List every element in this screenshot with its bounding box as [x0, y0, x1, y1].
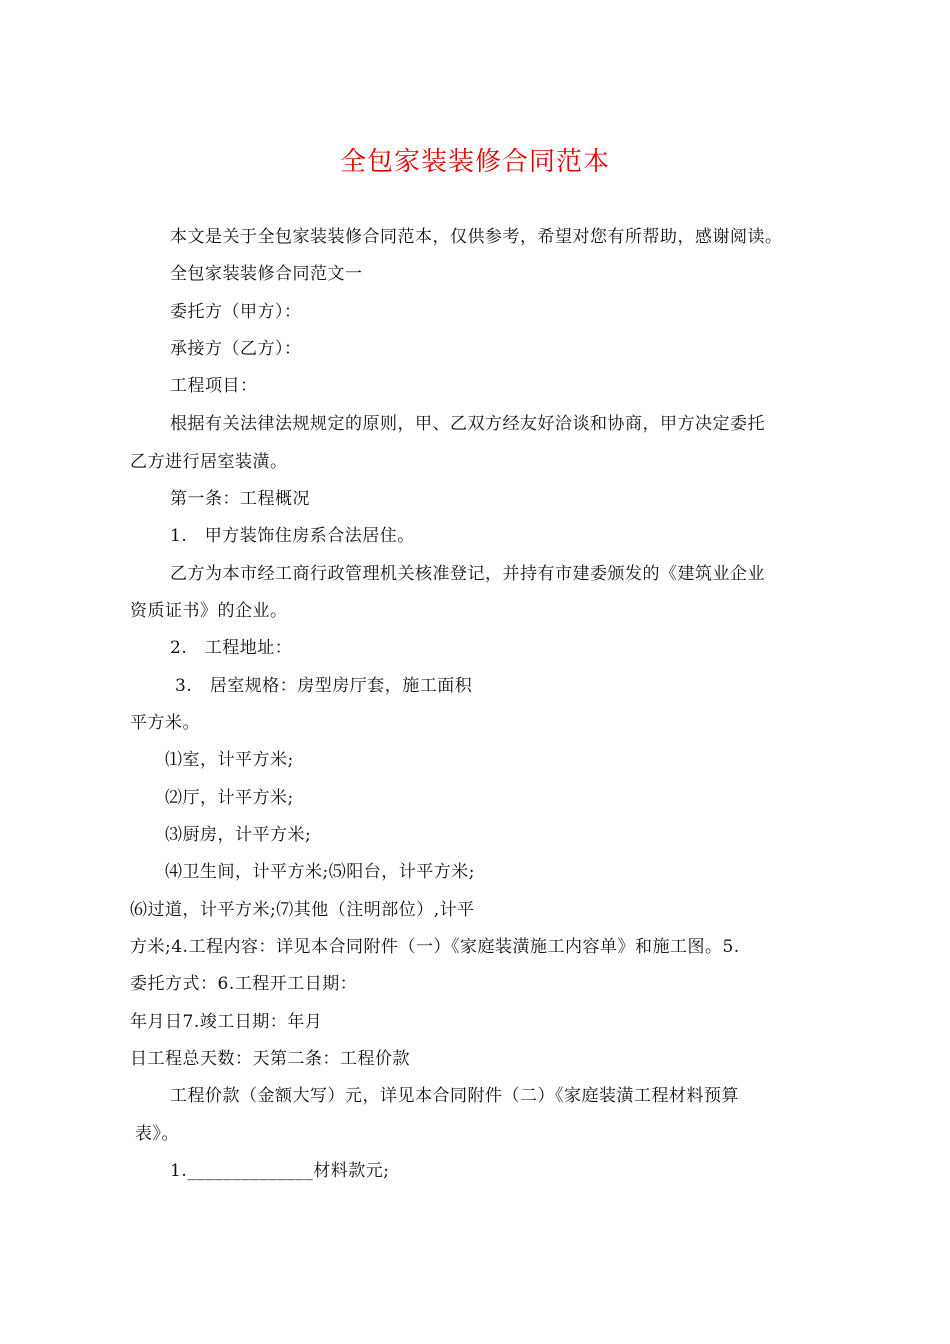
- paragraph-line: ⑵厅，计平方米;: [165, 788, 294, 808]
- paragraph-line: 3. 居室规格：房型房厅套，施工面积: [175, 676, 473, 696]
- paragraph-line: 根据有关法律法规规定的原则，甲、乙双方经友好洽谈和协商，甲方决定委托: [170, 414, 765, 434]
- party-b-line: 承接方（乙方）：: [170, 339, 302, 359]
- paragraph-line: 1. 甲方装饰住房系合法居住。: [170, 526, 415, 546]
- paragraph-line: 资质证书》的企业。: [130, 601, 288, 621]
- project-line: 工程项目：: [170, 376, 258, 396]
- paragraph-line: 平方米。: [130, 713, 200, 733]
- paragraph-line: 乙方进行居室装潢。: [130, 452, 288, 472]
- paragraph-line: 表》。: [135, 1124, 179, 1144]
- paragraph-line: 年月日7.竣工日期：年月: [130, 1012, 323, 1032]
- paragraph-line: 委托方式：6.工程开工日期：: [130, 974, 358, 994]
- contract-heading: 全包家装装修合同范文一: [170, 264, 363, 284]
- intro-line: 本文是关于全包家装装修合同范本，仅供参考，希望对您有所帮助，感谢阅读。: [170, 227, 783, 247]
- paragraph-line: 方米;4.工程内容：详见本合同附件（一）《家庭装潢施工内容单》和施工图。5.: [130, 937, 740, 957]
- paragraph-line: 乙方为本市经工商行政管理机关核准登记，并持有市建委颁发的《建筑业企业: [170, 564, 765, 584]
- paragraph-line: 2. 工程地址：: [170, 638, 293, 658]
- paragraph-line: 日工程总天数：天第二条：工程价款: [130, 1049, 410, 1069]
- article-heading: 第一条：工程概况: [170, 489, 310, 509]
- party-a-line: 委托方（甲方）：: [170, 302, 302, 322]
- paragraph-line: 1.______________材料款元;: [170, 1161, 390, 1181]
- paragraph-line: ⑶厨房，计平方米;: [165, 825, 312, 845]
- paragraph-line: ⑹过道，计平方米;⑺其他（注明部位）,计平: [130, 900, 475, 920]
- document-title: 全包家装装修合同范本: [339, 147, 610, 177]
- paragraph-line: ⑷卫生间，计平方米;⑸阳台，计平方米;: [165, 862, 475, 882]
- paragraph-line: 工程价款（金额大写）元，详见本合同附件（二）《家庭装潢工程材料预算: [170, 1086, 739, 1106]
- paragraph-line: ⑴室，计平方米;: [165, 750, 294, 770]
